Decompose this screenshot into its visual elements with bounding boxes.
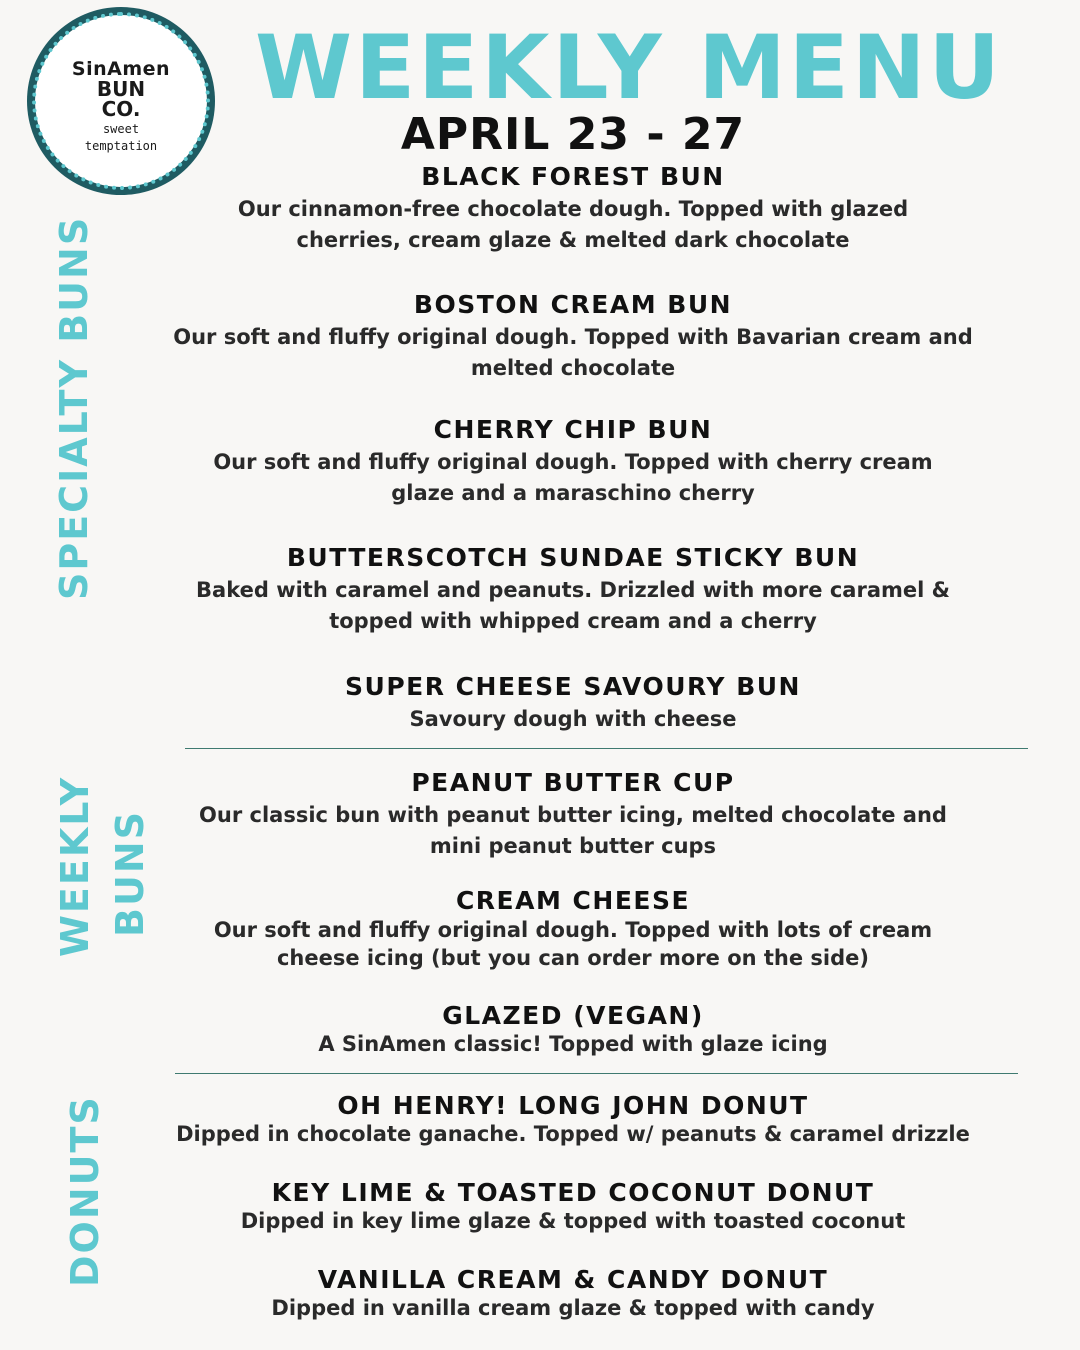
menu-item bbox=[140, 1265, 1006, 1324]
menu-item bbox=[140, 1178, 1006, 1237]
section-label-weekly-line1: WEEKLY bbox=[53, 775, 97, 957]
menu-item-description: Savoury dough with cheese bbox=[409, 707, 737, 731]
menu-item-name: GLAZED (VEGAN) bbox=[442, 1001, 704, 1030]
menu-item-name: BUTTERSCOTCH SUNDAE STICKY BUN bbox=[286, 543, 860, 572]
logo-line-3: CO. bbox=[101, 97, 141, 121]
menu-item-description: Baked with caramel and peanuts. Drizzled with more caramel & topped with whipped cream and a cherry bbox=[196, 578, 950, 633]
menu-item bbox=[140, 672, 1006, 735]
section-label-donuts: DONUTS bbox=[63, 1095, 107, 1287]
menu-item-description: Our soft and fluffy original dough. Topped with cherry cream glaze and a maraschino cherry bbox=[213, 450, 933, 505]
menu-item-name: VANILLA CREAM & CANDY DONUT bbox=[317, 1265, 829, 1294]
menu-item-description: Dipped in key lime glaze & topped with toasted coconut bbox=[240, 1209, 906, 1233]
section-label-specialty-buns: SPECIALTY BUNS bbox=[52, 215, 96, 600]
menu-item-name: OH HENRY! LONG JOHN DONUT bbox=[337, 1091, 809, 1120]
logo-tagline-2: temptation bbox=[84, 139, 158, 153]
logo-tagline-1: sweet bbox=[102, 122, 140, 136]
menu-item bbox=[130, 1091, 1016, 1150]
menu-item bbox=[140, 543, 1006, 637]
menu-item bbox=[140, 290, 1006, 384]
menu-item-description: Our soft and fluffy original dough. Topped with Bavarian cream and melted chocolate bbox=[173, 325, 973, 380]
section-label-weekly-line2: BUNS bbox=[108, 810, 152, 937]
section-divider bbox=[175, 1073, 1018, 1074]
date-range: APRIL 23 - 27 bbox=[400, 109, 746, 160]
menu-item-description: Our soft and fluffy original dough. Topped with lots of cream cheese icing (but you can order more on the side) bbox=[213, 918, 933, 970]
menu-item-description: Our cinnamon-free chocolate dough. Topped with glazed cherries, cream glaze & melted dark chocolate bbox=[237, 197, 909, 252]
logo-line-2: BUN bbox=[96, 77, 146, 101]
menu-item bbox=[140, 886, 1006, 972]
menu-item-name: CHERRY CHIP BUN bbox=[433, 415, 713, 444]
menu-item-description: A SinAmen classic! Topped with glaze icing bbox=[318, 1032, 828, 1056]
menu-item bbox=[140, 415, 1006, 509]
logo-line-1: SinAmen bbox=[71, 58, 171, 80]
menu-item-description: Dipped in vanilla cream glaze & topped with candy bbox=[271, 1296, 875, 1320]
menu-item-name: KEY LIME & TOASTED COCONUT DONUT bbox=[271, 1178, 875, 1207]
menu-item-name: BLACK FOREST BUN bbox=[421, 162, 725, 191]
section-divider bbox=[185, 748, 1028, 749]
menu-item-description: Our classic bun with peanut butter icing, melted chocolate and mini peanut butter cups bbox=[199, 803, 947, 858]
menu-item-name: CREAM CHEESE bbox=[455, 886, 691, 915]
menu-item bbox=[140, 162, 1006, 256]
menu-item-description: Dipped in chocolate ganache. Topped w/ peanuts & caramel drizzle bbox=[176, 1122, 970, 1146]
menu-item-name: BOSTON CREAM BUN bbox=[413, 290, 733, 319]
menu-item-name: PEANUT BUTTER CUP bbox=[411, 768, 735, 797]
menu-item-name: SUPER CHEESE SAVOURY BUN bbox=[345, 672, 801, 701]
menu-item bbox=[140, 768, 1006, 862]
page-title: WEEKLY MENU bbox=[255, 16, 1003, 119]
menu-item bbox=[140, 1001, 1006, 1060]
